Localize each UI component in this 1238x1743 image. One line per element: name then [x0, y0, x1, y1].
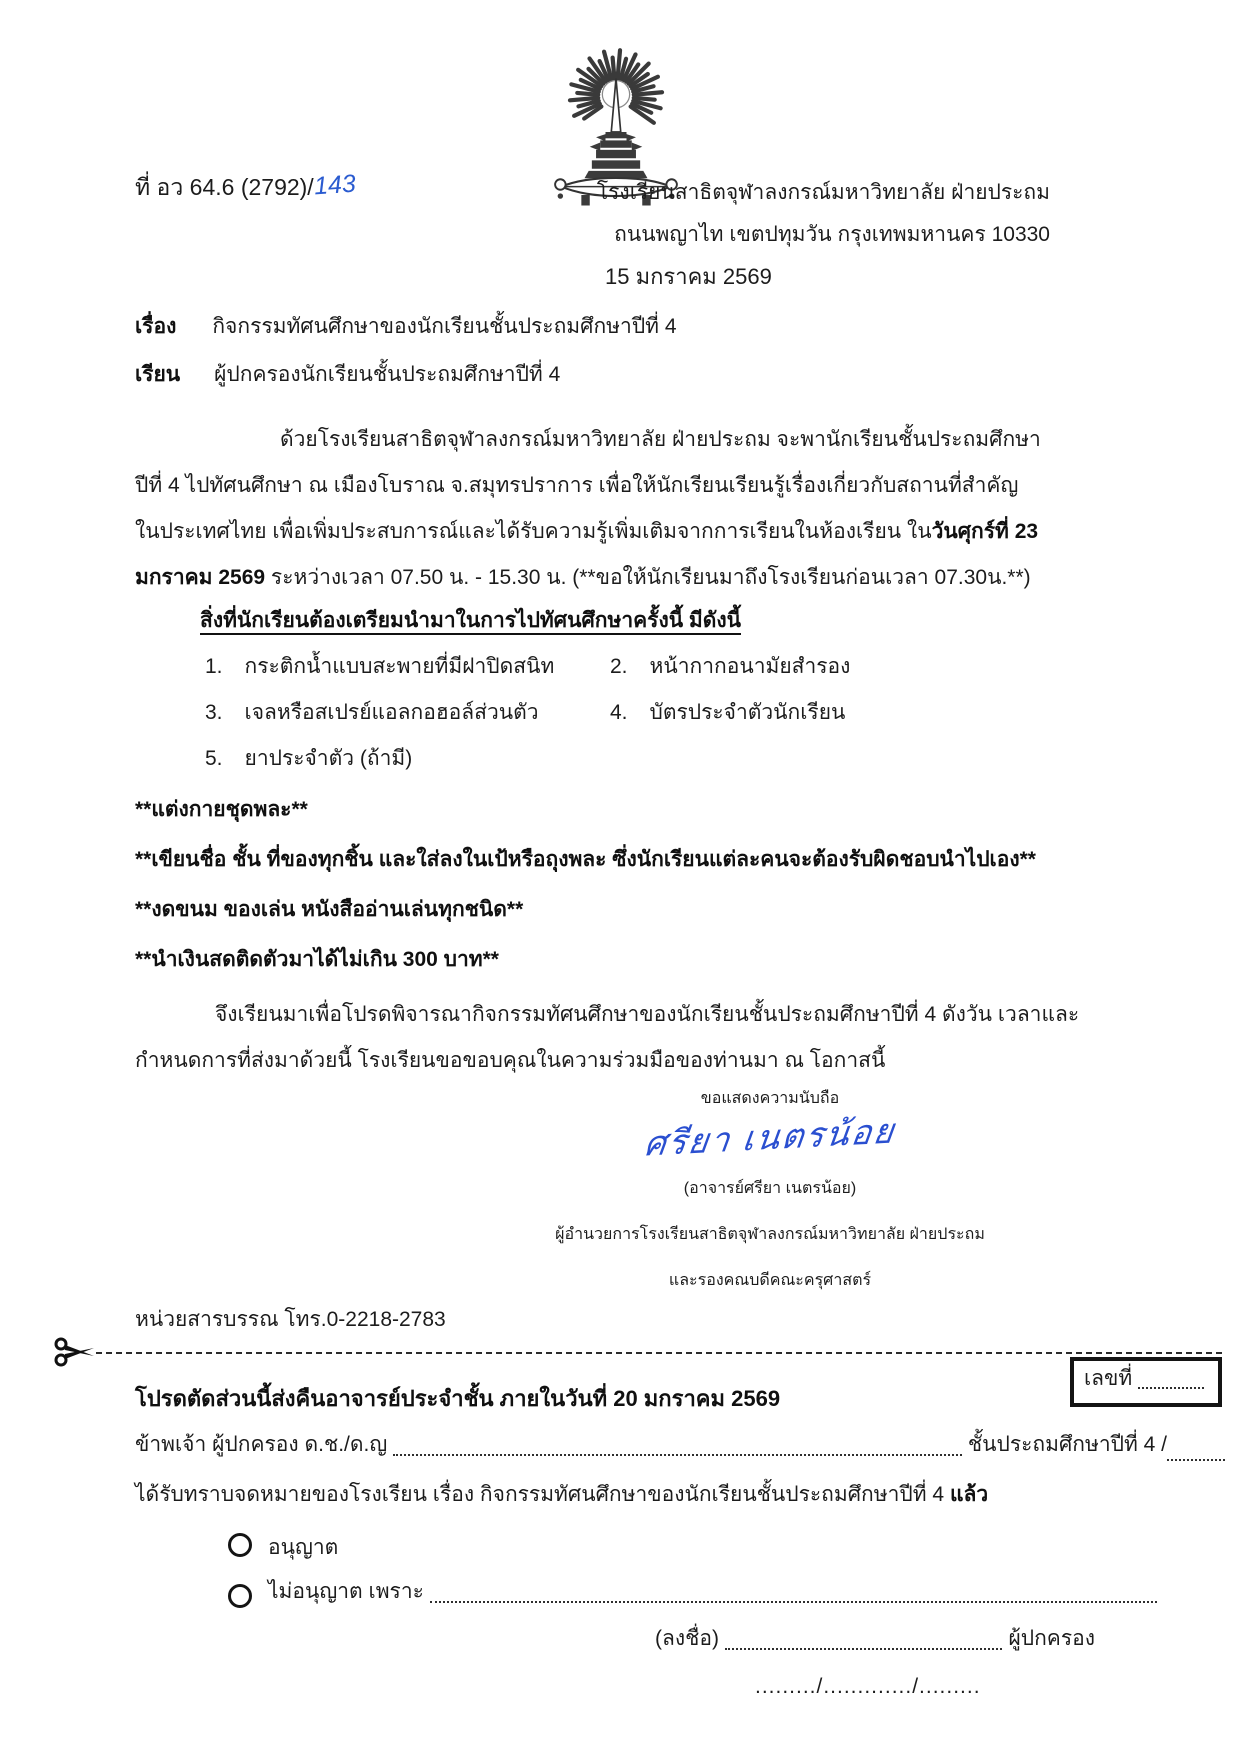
signer-name: (อาจารย์ศรียา เนตรน้อย) [683, 1180, 857, 1197]
letter-date: 15 มกราคม 2569 [605, 264, 772, 289]
cut-line-divider [96, 1352, 1222, 1354]
subject-line [135, 312, 677, 342]
scissors-icon [52, 1334, 98, 1375]
deny-radio-circle [228, 1584, 252, 1608]
deny-option-row [228, 1575, 1163, 1608]
item-2-number: 2. [610, 655, 628, 678]
item-1-number: 1. [205, 655, 223, 678]
list-item-4 [610, 698, 845, 728]
school-address: ถนนพญาไท เขตปทุมวัน กรุงเทพมหานคร 10330 [614, 223, 1050, 246]
ref-number-printed: ที่ อว 64.6 (2792)/ [135, 174, 314, 200]
guardian-name-fill-line [393, 1454, 962, 1456]
slip-number-fill-line [1138, 1387, 1204, 1389]
to-text: ผู้ปกครองนักเรียนชั้นประถมศึกษาปีที่ 4 [214, 363, 561, 386]
deny-reason-fill-line [430, 1601, 1157, 1603]
body-paragraph-line-1: ด้วยโรงเรียนสาธิตจุฬาลงกรณ์มหาวิทยาลัย ฝ่ายประถม จะพานักเรียนชั้นประถมศึกษา [280, 428, 1041, 451]
item-1-text: กระติกน้ำแบบสะพายที่มีฝาปิดสนิท [244, 655, 555, 678]
allow-radio-circle [228, 1533, 252, 1557]
body-line4-normal: ระหว่างเวลา 07.50 น. - 15.30 น. (**ขอให้นักเรียนมาถึงโรงเรียนก่อนเวลา 07.30น.**) [265, 566, 1031, 589]
body-line3-bold: วันศุกร์ที่ 23 [931, 520, 1039, 543]
item-5-number: 5. [205, 747, 223, 770]
subject-label: เรื่อง [135, 315, 177, 338]
body-paragraph-line-4 [135, 563, 1031, 593]
list-item-5 [205, 744, 412, 774]
sign-label: (ลงชื่อ) [655, 1627, 719, 1650]
note-dress-code: **แต่งกายชุดพละ** [135, 798, 308, 821]
sign-date-line: ........./............./......... [755, 1675, 981, 1698]
item-3-number: 3. [205, 701, 223, 724]
guardian-line-prefix: ข้าพเจ้า ผู้ปกครอง ด.ช./ด.ญ [135, 1433, 388, 1456]
note-cash-limit: **นำเงินสดติดตัวมาได้ไม่เกิน 300 บาท** [135, 948, 499, 971]
item-2-text: หน้ากากอนามัยสำรอง [649, 655, 851, 678]
slip-number-box [1070, 1357, 1222, 1407]
subject-text: กิจกรรมทัศนศึกษาของนักเรียนชั้นประถมศึกษาปีที่ 4 [212, 315, 677, 338]
item-4-text: บัตรประจำตัวนักเรียน [649, 701, 846, 724]
closing-line-2: กำหนดการที่ส่งมาด้วยนี้ โรงเรียนขอขอบคุณในความร่วมมือของท่านมา ณ โอกาสนี้ [135, 1049, 886, 1072]
note-label-belongings: **เขียนชื่อ ชั้น ที่ของทุกชิ้น และใส่ลงในเป้หรือถุงพละ ซึ่งนักเรียนแต่ละคนจะต้องรับผิดชอบนำไปเอง** [135, 848, 1036, 871]
slip-number-label: เลขที่ [1084, 1367, 1133, 1390]
list-item-2 [610, 652, 850, 682]
records-unit-footer: หน่วยสารบรรณ โทร.0-2218-2783 [135, 1308, 446, 1331]
guardian-name-line [135, 1428, 1225, 1461]
list-item-1 [205, 652, 554, 682]
closing-line-1: จึงเรียนมาเพื่อโปรดพิจารณากิจกรรมทัศนศึกษาของนักเรียนชั้นประถมศึกษาปีที่ 4 ดังวัน เวลาและ [215, 1003, 1080, 1026]
slip-instruction: โปรดตัดส่วนนี้ส่งคืนอาจารย์ประจำชั้น ภายในวันที่ 20 มกราคม 2569 [135, 1386, 781, 1411]
list-item-3 [205, 698, 539, 728]
body-paragraph-line-2: ปีที่ 4 ไปทัศนศึกษา ณ เมืองโบราณ จ.สมุทรปราการ เพื่อให้นักเรียนเรียนรู้เรื่องเกี่ยวกับสถานที่สำคัญ [135, 474, 1019, 497]
to-line [135, 360, 560, 390]
item-3-text: เจลหรือสเปรย์แอลกอฮอล์ส่วนตัว [244, 701, 539, 724]
allow-option-row [228, 1530, 338, 1563]
item-5-text: ยาประจำตัว (ถ้ามี) [244, 747, 413, 770]
signer-title-1: ผู้อำนวยการโรงเรียนสาธิตจุฬาลงกรณ์มหาวิทยาลัย ฝ่ายประถม [555, 1226, 985, 1243]
ref-number-handwritten: 143 [312, 169, 357, 201]
sign-fill-line [725, 1648, 1002, 1650]
school-name: โรงเรียนสาธิตจุฬาลงกรณ์มหาวิทยาลัย ฝ่ายประถม [596, 181, 1050, 204]
signature-handwriting: ศรียา เนตรน้อย [642, 1112, 898, 1164]
body-line3-normal: ในประเทศไทย เพื่อเพิ่มประสบการณ์และได้รับความรู้เพิ่มเติมจากการเรียนในห้องเรียน ใน [135, 520, 932, 543]
class-fill-line [1167, 1435, 1225, 1461]
class-label: ชั้นประถมศึกษาปีที่ 4 / [967, 1433, 1167, 1456]
items-heading: สิ่งที่นักเรียนต้องเตรียมนำมาในการไปทัศนศึกษาครั้งนี้ มีดังนี้ [200, 606, 741, 636]
to-label: เรียน [135, 363, 181, 386]
signer-title-2: และรองคณบดีคณะครุศาสตร์ [668, 1272, 872, 1289]
allow-option-label: อนุญาต [268, 1536, 339, 1559]
ack-text-normal: ได้รับทราบจดหมายของโรงเรียน เรื่อง กิจกรรมทัศนศึกษาของนักเรียนชั้นประถมศึกษาปีที่ 4 [135, 1483, 950, 1506]
deny-option-label: ไม่อนุญาต เพราะ [268, 1580, 424, 1603]
body-line4-bold: มกราคม 2569 [135, 566, 266, 589]
ref-number [135, 169, 357, 202]
body-paragraph-line-3 [135, 517, 1038, 547]
guardian-sign-line [655, 1622, 1095, 1655]
note-no-snacks: **งดขนม ของเล่น หนังสืออ่านเล่นทุกชนิด** [135, 898, 524, 921]
item-4-number: 4. [610, 701, 628, 724]
sign-suffix: ผู้ปกครอง [1008, 1627, 1095, 1650]
acknowledgement-line [135, 1480, 988, 1510]
salutation: ขอแสดงความนับถือ [700, 1090, 840, 1107]
ack-text-bold: แล้ว [949, 1483, 989, 1506]
letterhead-address-block [597, 172, 1050, 256]
